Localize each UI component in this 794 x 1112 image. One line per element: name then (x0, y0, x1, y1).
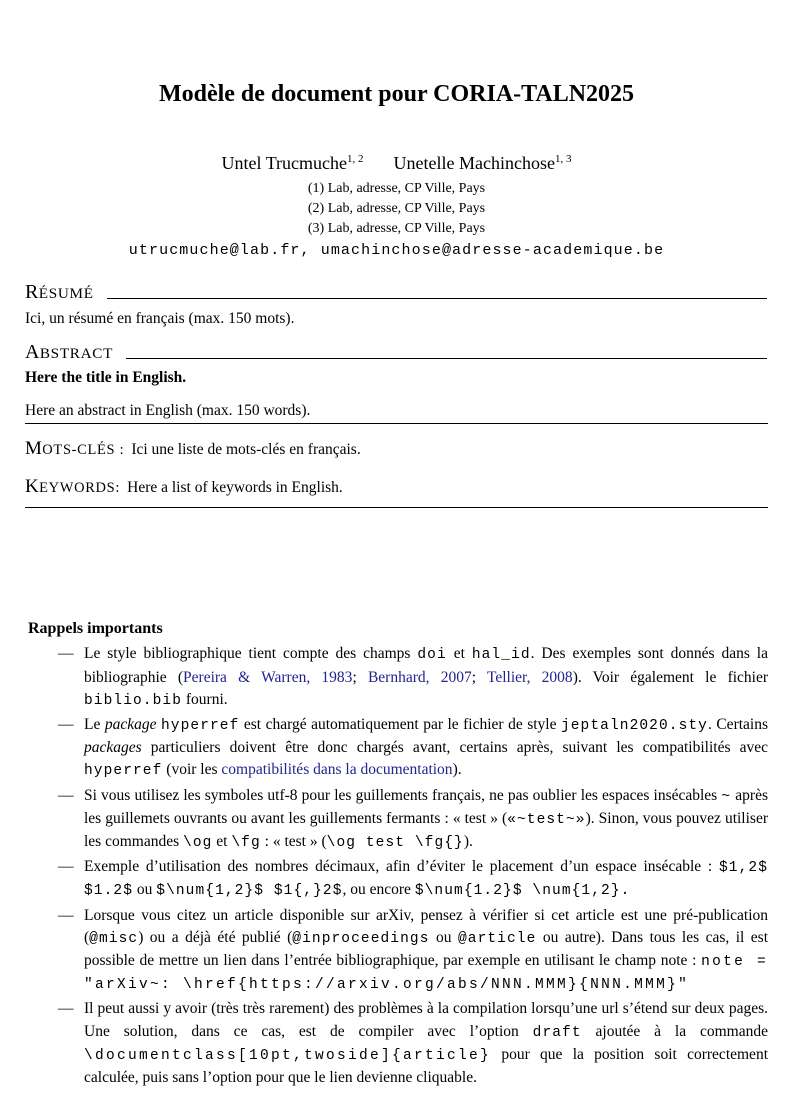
author-1-name: Untel Trucmuche (221, 152, 348, 173)
dash-marker: — (58, 715, 74, 733)
code-span: @inproceedings (292, 930, 430, 947)
dash-marker: — (58, 1000, 74, 1018)
code-span: biblio.bib (84, 692, 183, 709)
code-span: $\num{1,2}$ $1{,}2$ (156, 883, 343, 900)
code-span: \og (183, 834, 213, 851)
code-span: hyperref (84, 763, 163, 780)
code-span: $1,2$ $1.2$ (84, 860, 768, 900)
label-smallcaps: OTS-CLÉS : (42, 441, 125, 458)
list-item-text (84, 905, 780, 997)
affiliation-line: (1) Lab, adresse, CP Ville, Pays (307, 180, 486, 196)
code-span: jeptaln2020.sty (560, 717, 708, 734)
code-span: \fg (231, 834, 261, 851)
label-smallcaps: ÉSUMÉ (38, 284, 94, 302)
citation-link[interactable]: Bernhard, 2007 (367, 668, 472, 686)
text-span: ). (463, 832, 473, 850)
text-span: après les guillemets ouvrants ou avant les guillements fermants : « test » ( (84, 786, 769, 827)
author-2-affiliation-sup: 1, 3 (554, 152, 572, 165)
text-span: et (212, 832, 232, 850)
abstract-section-heading (25, 341, 768, 364)
keywords-line (25, 475, 768, 500)
keywords-close-rule (25, 507, 768, 508)
mots-cles-label (25, 438, 124, 459)
text-span: ou (133, 881, 157, 899)
text-span: ). (452, 761, 462, 779)
text-span: fourni. (182, 690, 228, 708)
affiliation-line: (3) Lab, adresse, CP Ville, Pays (307, 220, 486, 236)
resume-rule (107, 298, 767, 299)
citation-link[interactable]: Pereira & Warren, 1983 (183, 668, 353, 686)
label-smallcaps: BSTRACT (39, 345, 114, 363)
abstract-label (25, 341, 113, 364)
code-span: @misc (89, 930, 139, 947)
label-smallcaps: EYWORDS: (39, 479, 121, 496)
code-span: hyperref (160, 717, 240, 734)
label-initial: R (25, 280, 39, 303)
text-span: Exemple d’utilisation des nombres décimaux, afin d’éviter le placement d’un espace insécable : (84, 858, 719, 876)
author-emails: utrucmuche@lab.fr, umachinchose@adresse-academique.be (128, 241, 665, 259)
text-span: particuliers doivent être donc chargés avant, certains après, suivant les compatibilités avec (141, 739, 768, 757)
paper-title: Modèle de document pour CORIA-TALN2025 (158, 81, 635, 107)
author-2-name: Unetelle Machinchose (393, 152, 555, 173)
text-span: pour que la position soit correctement calculée, puis sans l’option pour que le lien devienne cliquable. (84, 1045, 768, 1086)
italic-span: packages (84, 739, 142, 757)
text-span: (voir les (162, 761, 222, 779)
label-initial: M (25, 437, 43, 459)
author-1 (222, 153, 364, 173)
abstract-rule (126, 358, 767, 359)
authors-line (25, 153, 768, 174)
citation-link[interactable]: Tellier, 2008 (486, 668, 573, 686)
rappels-list (25, 643, 780, 1089)
text-span: ). Voir également le fichier (572, 668, 769, 686)
list-item-text (84, 856, 768, 902)
text-span: ou autre). Dans tous les cas, il est possible de mettre un lien dans l’entrée bibliographique, par exemple en utilisant le champ note : (84, 928, 769, 969)
text-span: ou (429, 928, 458, 946)
dash-marker: — (58, 858, 74, 876)
text-span: Lorsque vous citez un article disponible sur arXiv, pensez à vérifier si cet article est une pré-publication ( (84, 906, 768, 946)
list-item (25, 643, 768, 712)
keywords-body: Here a list of keywords in English. (127, 478, 343, 496)
code-span: note = "arXiv~: \href{https://arxiv.org/abs/NNN.MMM}{NNN.MMM}" (84, 953, 780, 994)
list-item-text (84, 643, 768, 712)
text-span: . Certains (707, 715, 768, 733)
mots-cles-body: Ici une liste de mots-clés en français. (131, 440, 361, 458)
list-item-text (84, 998, 768, 1089)
abstract-body: Here an abstract in English (max. 150 words). (25, 401, 768, 424)
affiliation-line: (2) Lab, adresse, CP Ville, Pays (307, 200, 486, 216)
text-span: . Des exemples sont donnés dans la bibliographie ( (84, 645, 768, 686)
italic-span: package (104, 715, 157, 733)
code-span: \documentclass[10pt,twoside]{article} (84, 1047, 492, 1064)
keywords-label (25, 476, 120, 497)
text-span: : « test » ( (260, 832, 327, 850)
code-span: draft (532, 1024, 582, 1041)
text-span: est chargé automatiquement par le fichier de style (239, 715, 561, 733)
list-item-text (84, 714, 768, 783)
text-span: Il peut aussi y avoir (très très rarement) des problèmes à la compilation lorsqu’une url s’étend sur deux pages. Une solution, dans ce cas, est de compiler avec l’option (84, 1000, 768, 1040)
code-span: ~ (721, 788, 732, 805)
author-2 (394, 153, 572, 173)
dash-marker: — (58, 786, 74, 804)
list-item (25, 905, 780, 997)
label-initial: K (25, 475, 40, 497)
resume-section-heading (25, 281, 768, 304)
list-item (25, 714, 768, 783)
rappels-heading: Rappels importants (28, 620, 163, 638)
code-span: @article (457, 930, 537, 947)
label-initial: A (25, 341, 40, 364)
code-span: hal_id (471, 647, 531, 664)
text-span: Si vous utilisez les symboles utf-8 pour les guillements français, ne pas oublier les espaces insécables (84, 786, 722, 804)
text-span: ; (352, 668, 368, 686)
text-span: Le (84, 715, 105, 733)
resume-label (25, 281, 94, 304)
list-item-text (84, 785, 768, 855)
dash-marker: — (58, 645, 74, 663)
author-1-affiliation-sup: 1, 2 (347, 152, 364, 165)
affiliations (25, 179, 768, 239)
text-span: ). Sinon, vous pouvez utiliser les commandes (84, 809, 768, 850)
code-span: $\num{1.2}$ \num{1,2}. (414, 883, 631, 900)
list-item (25, 998, 768, 1089)
mots-cles-line (25, 437, 768, 462)
list-item (25, 856, 768, 902)
code-span: \og test \fg{} (326, 834, 464, 851)
dash-marker: — (58, 906, 74, 924)
citation-link[interactable]: compatibilités dans la documentation (221, 761, 453, 779)
english-title: Here the title in English. (25, 369, 187, 387)
text-span: et (446, 645, 472, 663)
code-span: «~test~» (507, 811, 586, 828)
code-span: doi (417, 647, 447, 664)
text-span: ; (471, 668, 487, 686)
resume-body: Ici, un résumé en français (max. 150 mots). (25, 309, 295, 327)
text-span: Le style bibliographique tient compte des champs (84, 645, 418, 663)
list-item (25, 785, 768, 855)
text-span: ) ou a déjà été publié ( (138, 928, 293, 946)
text-span: , ou encore (342, 881, 415, 899)
text-span: ajoutée à la commande (581, 1022, 768, 1040)
